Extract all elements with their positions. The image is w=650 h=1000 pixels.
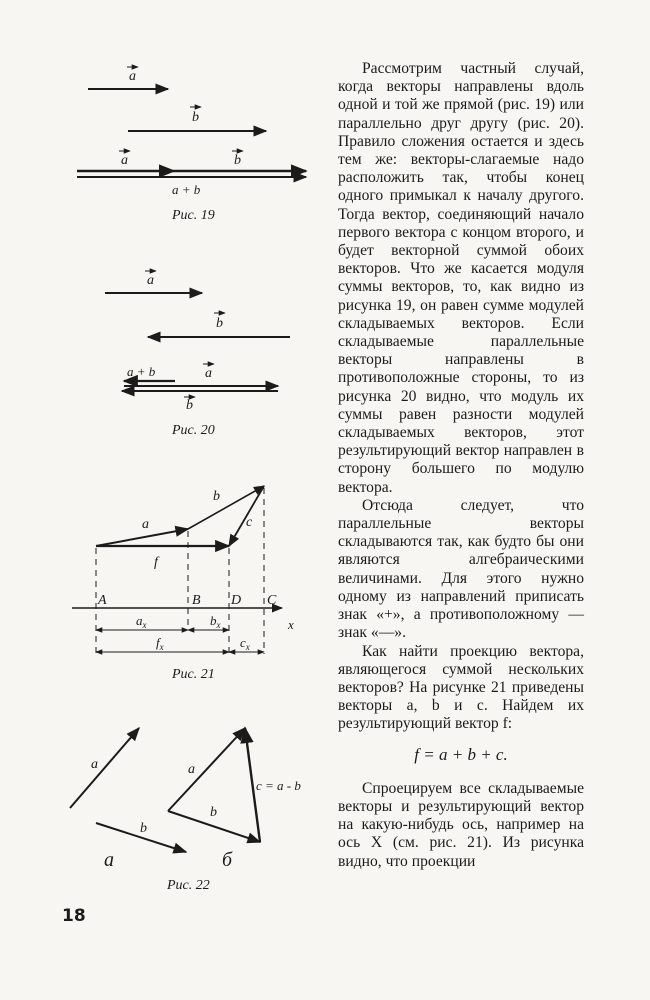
- figure-21: [72, 486, 294, 654]
- label-axis-x: x: [288, 617, 294, 632]
- label-bx: $b_x$: [210, 613, 221, 630]
- vector-a-left: [70, 728, 139, 808]
- caption-fig-20: Рис. 20: [172, 423, 215, 438]
- label-a-right: a: [188, 762, 195, 777]
- label-a: a: [129, 69, 136, 84]
- formula: f = a + b + c.: [414, 744, 508, 764]
- projection-lines: [96, 488, 264, 654]
- label-a-placed: a: [121, 153, 128, 168]
- label-a: a: [147, 273, 154, 288]
- label-b: b: [213, 489, 220, 504]
- page-number: 18: [62, 906, 86, 926]
- label-part-b: б: [222, 849, 233, 871]
- label-b-bottom: b: [186, 398, 193, 413]
- figure-19: [77, 67, 306, 197]
- label-f: f: [154, 555, 158, 570]
- label-sum: a + b: [127, 364, 156, 379]
- label-b: b: [192, 110, 199, 125]
- paragraph-4: Спроецируем все складываемые векторы и результирующий вектор на какую-нибудь ось, например на ось X (см. рис. 21). Из рисунка видно, что проекции: [338, 779, 584, 870]
- label-cx: $c_x$: [240, 635, 250, 652]
- caption-fig-19: Рис. 19: [172, 208, 215, 223]
- label-ax: $a_x$: [136, 613, 147, 630]
- label-a: a: [142, 517, 149, 532]
- label-sum: a + b: [172, 182, 201, 197]
- body-text-column: [338, 60, 584, 871]
- label-C: C: [267, 593, 277, 608]
- label-part-a: а: [104, 849, 114, 871]
- figure-20: [105, 271, 290, 413]
- caption-fig-21: Рис. 21: [172, 667, 215, 682]
- label-B: B: [192, 593, 201, 608]
- figure-22: [70, 728, 301, 871]
- label-b-placed: b: [234, 153, 241, 168]
- label-a-mid: a: [205, 366, 212, 381]
- vector-a-right: [168, 728, 245, 811]
- label-b-right: b: [210, 805, 217, 820]
- paragraph-2: Отсюда следует, что параллельные векторы складываются так, как будто бы они являются алгебраическими величинами. Для этого нужно одному из направлений приписать знак «+», а противоположному — знак «—».: [338, 496, 584, 642]
- label-A: A: [98, 593, 107, 608]
- label-fx: $f_x$: [156, 635, 164, 652]
- caption-fig-22: Рис. 22: [167, 878, 210, 893]
- label-D: D: [231, 593, 242, 608]
- vector-b: [188, 486, 264, 529]
- label-a-left: a: [91, 757, 98, 772]
- label-b-left: b: [140, 821, 147, 836]
- paragraph-1: Рассмотрим частный случай, когда векторы направлены вдоль одной и той же прямой (рис. 19) или параллельно друг другу (рис. 20). Правило сложения остается и здесь тем же: векторы-слагаемые надо расположить так, чтобы конец одного примыкал к началу другого. Тогда вектор, соединяющий начало первого вектора с концом второго, и будет векторной суммой обоих векторов. Что же касается модуля суммы векторов, то, как видно из рисунка 19, он равен сумме модулей складываемых векторов. Если складываемые параллельные векторы направлены в противоположные стороны, то из рисунка 20 видно, что модуль их суммы равен разности модулей складываемых векторов, этот результирующий вектор направлен в сторону большего по модулю вектора.: [338, 60, 584, 496]
- label-b: b: [216, 316, 223, 331]
- label-c: c: [246, 515, 253, 530]
- label-c-eq: c = a - b: [256, 778, 301, 793]
- paragraph-3: Как найти проекцию вектора, являющегося суммой нескольких векторов? На рисунке 21 приведены векторы a, b и c. Найдем их результирующий вектор f:: [338, 642, 584, 733]
